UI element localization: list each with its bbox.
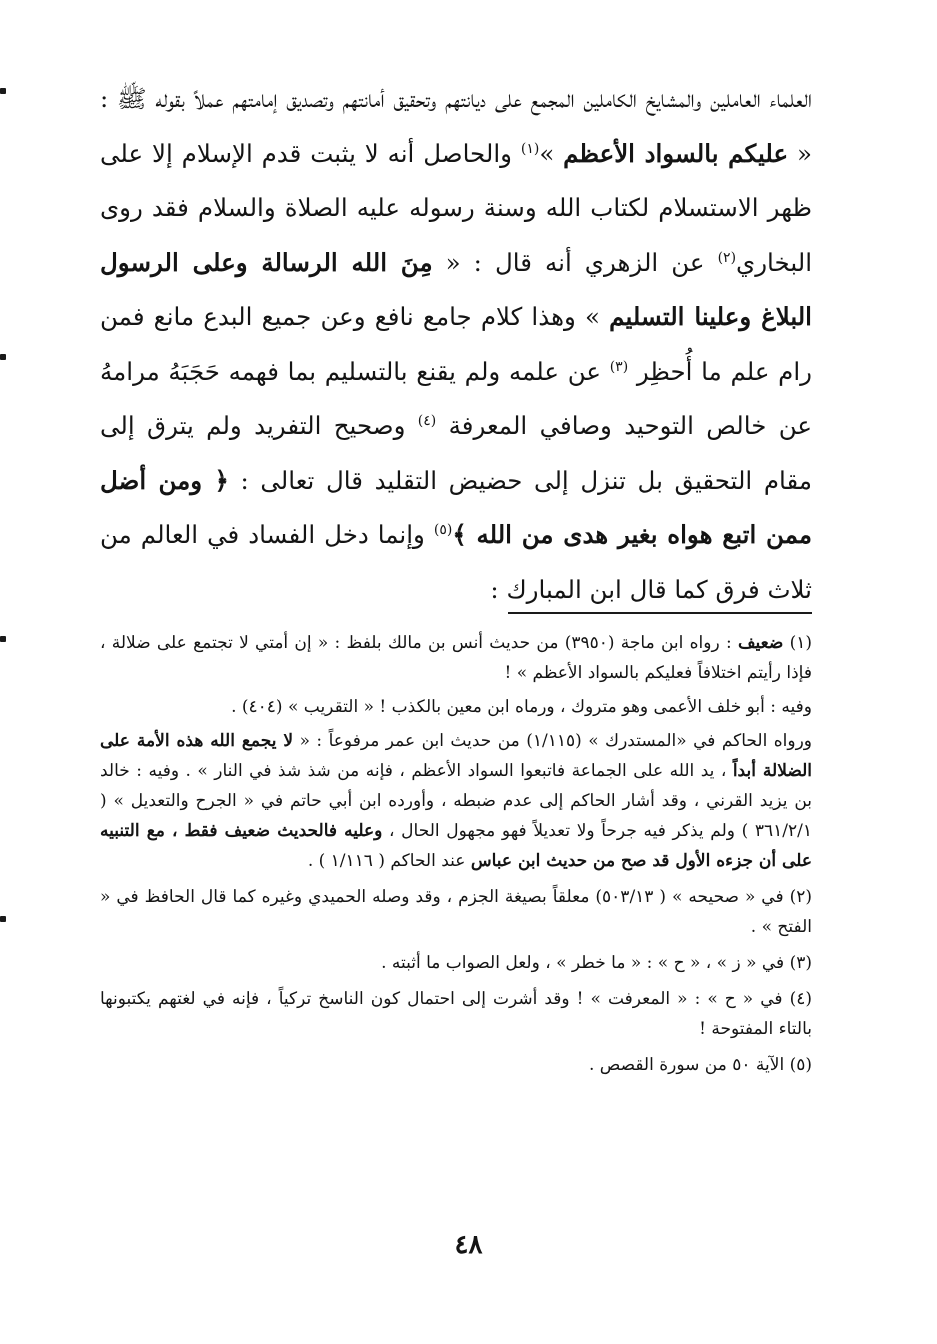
text-segment: » وهذا كلام جامع نافع وعن جميع البدع مانع فمن رام علم ما أُحظِر <box>100 302 812 386</box>
footnote-text: : رواه ابن ماجة (٣٩٥٠) من حديث أنس بن مالك بلفظ : « إن أمتي لا تجتمع على ضلالة ، فإذا رأيتم اختلافاً فعليكم بالسواد الأعظم » ! <box>100 633 812 683</box>
footnote-text: ، يد الله على الجماعة فاتبعوا السواد الأعظم ، فإنه من شذ شذ في النار » . وفيه : خالد بن يزيد القرني ، وقد أشار الحاكم إلى عدم ضبطه ، وأورده ابن أبي حاتم في « الجرح والتعديل » ( ٣٦١/٢/١ ) ولم يذكر فيه جرحاً ولا تعديلاً فهو مجهول الحال ، <box>100 761 812 841</box>
text-segment: والحاصل أنه لا يثبت قدم الإسلام إلا على ظهر الاستسلام لكتاب الله وسنة رسوله عليه الصلاة والسلام فقد روى البخاري <box>100 138 812 277</box>
footnote-number: (٥) <box>789 1055 812 1075</box>
footnote-bold: لا يجمع الله هذه الأمة على الضلالة أبداً <box>100 731 812 781</box>
footnote-text: ورواه الحاكم في «المستدرك » (١/١١٥) من حديث ابن عمر مرفوعاً : « <box>293 731 812 751</box>
text-segment: » <box>539 138 564 168</box>
footnote-text: في « ز » ، « ح » : « ما خطر » ، ولعل الصواب ما أثبته . <box>381 953 790 973</box>
footnote-1-continuation <box>100 726 812 876</box>
footnote-number: (٣) <box>789 953 812 973</box>
margin-mark <box>0 916 6 922</box>
footnote-bold: وعليه فالحديث ضعيف فقط ، مع التنبيه على أن جزءه الأول قد صح من حديث ابن عباس <box>100 821 812 871</box>
margin-mark <box>0 354 6 360</box>
footnote-1 <box>100 628 812 688</box>
margin-mark <box>0 88 6 94</box>
quran-verse: ﴿ ومن أضل ممن اتبع هواه بغير هدى من الله ﴾ <box>100 465 812 549</box>
page-number: ٤٨ <box>454 1230 483 1260</box>
grading-label: ضعيف <box>737 633 784 653</box>
zuhri-quote: مِنَ الله الرسالة وعلى الرسول البلاغ وعلينا التسليم <box>100 247 812 331</box>
footnote-text: في « ح » : « المعرفت » ! وقد أشرت إلى احتمال كون الناسخ تركياً ، فإنه في لغتهم يكتبونها بالتاء المفتوحة ! <box>100 989 812 1039</box>
footnote-3 <box>100 948 812 978</box>
hadith-quote: عليكم بالسواد الأعظم <box>563 138 789 168</box>
text-segment: عن علمه ولم يقنع بالتسليم بما فهمه حَجَبَهُ مرامهُ عن خالص التوحيد وصافي المعرفة <box>100 356 813 440</box>
footnote-text: في « صحيحه » ( ٥٠٣/١٣) معلقاً بصيغة الجزم ، وقد وصله الحميدي وغيره كما قال الحافظ في « الفتح » . <box>100 887 812 937</box>
footnote-number: (٢) <box>789 887 812 907</box>
footnote-text: عند الحاكم ( ١/١١٦ ) . <box>307 851 471 871</box>
text-segment: وصحيح التفريد ولم يترق إلى مقام التحقيق بل تنزل إلى حضيض التقليد قال تعالى : <box>100 411 812 495</box>
footnotes <box>100 628 812 1086</box>
footnote-1-continuation <box>100 692 812 722</box>
footnote-ref: (٥) <box>433 521 453 538</box>
footnote-ref: (٢) <box>717 249 737 266</box>
footnote-text: الآية ٥٠ من سورة القصص . <box>588 1055 790 1075</box>
footnote-ref: (٣) <box>609 358 629 375</box>
footnote-number: (١) <box>789 633 813 653</box>
footnote-text: وفيه : أبو خلف الأعمى وهو متروك ، ورماه ابن معين بالكذب ! « التقريب » (٤٠٤) . <box>231 697 812 717</box>
margin-mark <box>0 636 6 642</box>
footnote-ref: (٤) <box>417 412 437 429</box>
footnote-number: (٤) <box>789 989 812 1009</box>
footnote-4 <box>100 984 812 1044</box>
main-text <box>100 72 812 617</box>
footnote-ref: (١) <box>520 140 540 157</box>
text-segment: وإنما دخل الفساد في العالم من ثلاث فرق كما قال ابن المبارك : <box>100 520 812 604</box>
footnote-5 <box>100 1050 812 1080</box>
footnote-separator <box>508 612 812 614</box>
text-segment: العلماء العاملين والمشايخ الكاملين المجمع على ديانتهم وتحقيق أمانتهم وتصديق إمامتهم عملاً بقوله ﷺ : « <box>100 84 812 168</box>
text-segment: عن الزهري أنه قال : « <box>432 247 718 277</box>
footnote-2 <box>100 882 812 942</box>
